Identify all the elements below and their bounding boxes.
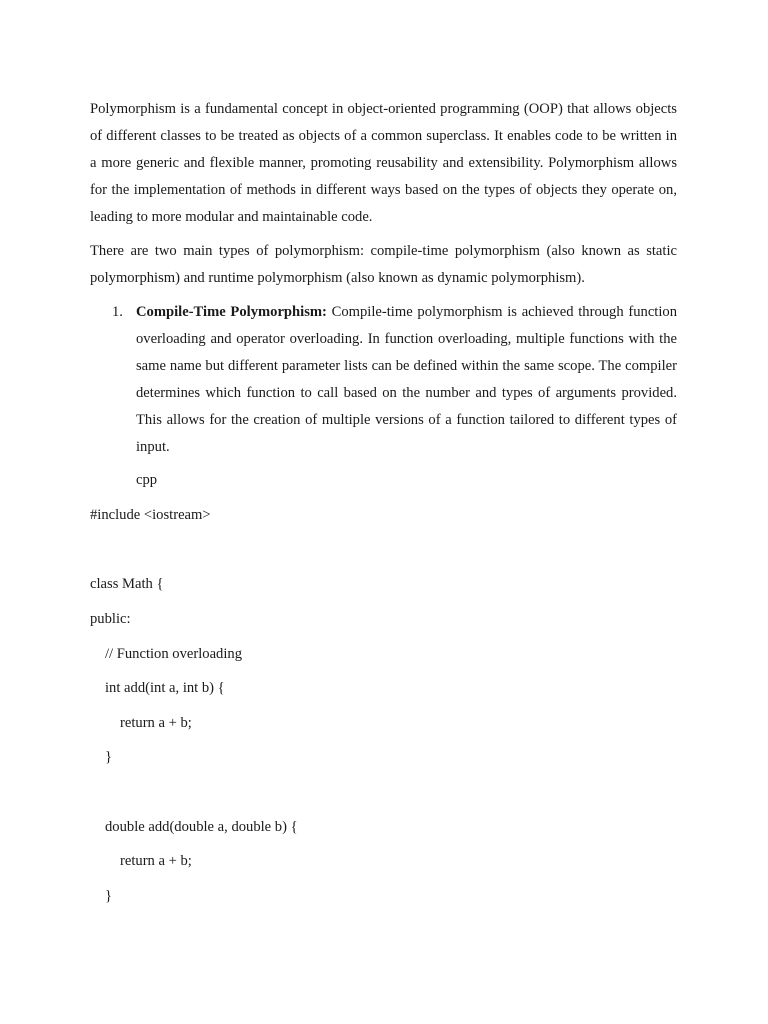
code-line: public:	[90, 611, 131, 627]
code-line: }	[105, 888, 113, 904]
intro-paragraph: Polymorphism is a fundamental concept in object-oriented programming (OOP) that allows objects of different classes to be treated as objects of a common superclass. It enables code to be written in a more generic and flexible manner, promoting reusability and extensibility. Polymorphism allows for the implementation of methods in different ways based on the types of objects they operate on, leading to more modular and maintainable code.	[90, 101, 677, 225]
types-paragraph: There are two main types of polymorphism: compile-time polymorphism (also known as static polymorphism) and runtime polymorphism (also known as dynamic polymorphism).	[90, 243, 677, 286]
list-number: 1.	[112, 304, 123, 320]
code-line: #include <iostream>	[90, 507, 211, 523]
list-item-body: Compile-time polymorphism is achieved through function overloading and operator overloading. In function overloading, multiple functions with the same name but different parameter lists can be defined within the same scope. The compiler determines which function to call based on the number and types of arguments provided. This allows for the creation of multiple versions of a function tailored to different types of input.	[136, 304, 677, 455]
list-item-text	[136, 299, 677, 461]
code-line: return a + b;	[120, 853, 192, 869]
code-line: double add(double a, double b) {	[105, 819, 298, 835]
code-line: class Math {	[90, 576, 164, 592]
code-language-label: cpp	[136, 472, 158, 488]
list-item-heading: Compile-Time Polymorphism:	[136, 304, 327, 320]
code-line: int add(int a, int b) {	[105, 680, 225, 696]
code-line: return a + b;	[120, 715, 192, 731]
code-line: }	[105, 749, 113, 765]
code-line: // Function overloading	[105, 646, 243, 662]
